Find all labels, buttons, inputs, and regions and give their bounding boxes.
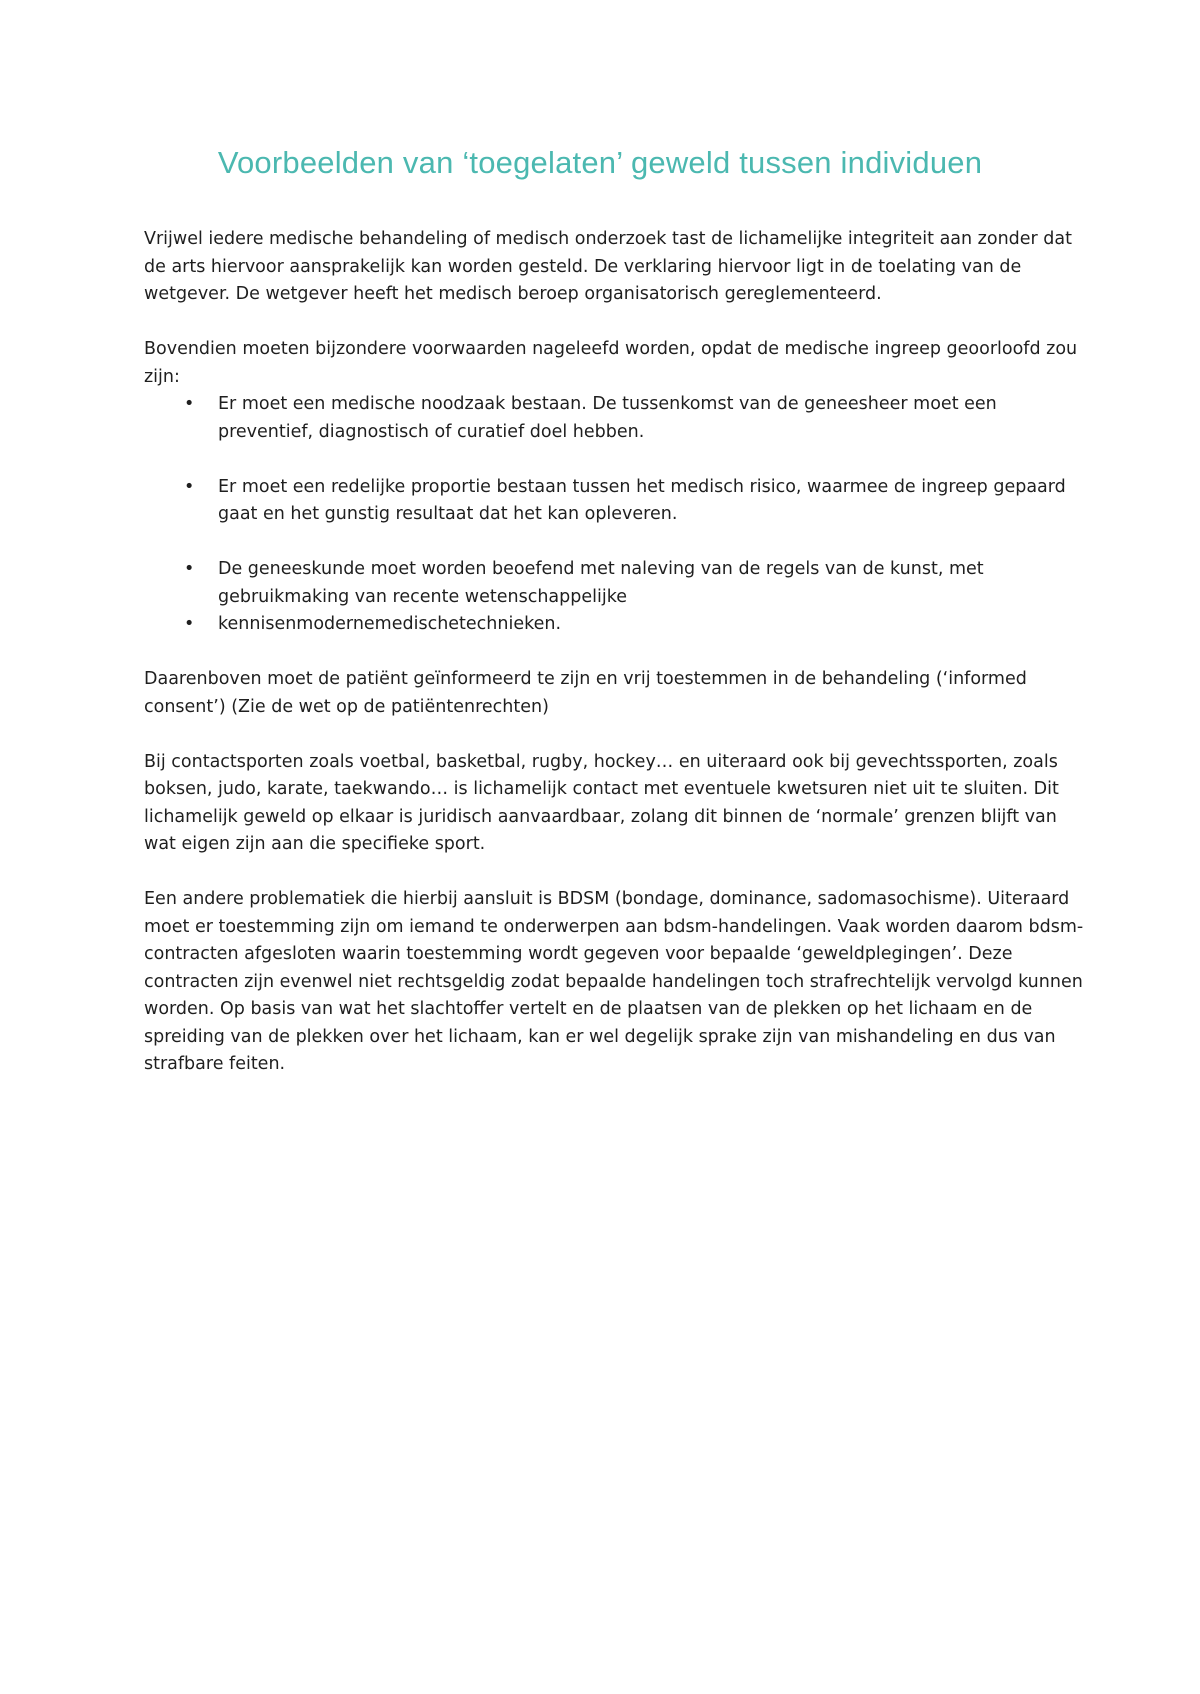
document-title: Voorbeelden van ‘toegelaten’ geweld tussen individuen [217, 145, 983, 180]
list-item [144, 556, 1084, 611]
bullet-icon: • [184, 394, 195, 414]
list-item-text: De geneeskunde moet worden beoefend met naleving van de regels van de kunst, met gebruikmaking van recente wetenschappelijke [218, 559, 984, 607]
paragraph-contact-sports: Bij contactsporten zoals voetbal, basketbal, rugby, hockey… en uiteraard ook bij gevechtssporten, zoals boksen, judo, karate, taekwando… is lichamelijk contact met eventuele kwetsuren niet uit te sluiten. Dit lichamelijk geweld op elkaar is juridisch aanvaardbaar, zolang dit binnen de ‘normale’ grenzen blijft van wat eigen zijn aan die specifieke sport. [144, 751, 1059, 854]
list-item [144, 474, 1084, 529]
list-item [144, 391, 1084, 446]
bullet-icon: • [184, 476, 195, 497]
document-body [144, 226, 1084, 1106]
bullet-icon: • [184, 614, 195, 634]
paragraph-medical-treatment: Vrijwel iedere medische behandeling of medisch onderzoek tast de lichamelijke integriteit aan zonder dat de arts hiervoor aansprakelijk kan worden gesteld. De verklaring hiervoor ligt in de toelating van de wetgever. De wetgever heeft het medisch beroep organisatorisch gereglementeerd. [144, 229, 1072, 304]
paragraph-bdsm: Een andere problematiek die hierbij aansluit is BDSM (bondage, dominance, sadomasochisme). Uiteraard moet er toestemming zijn om iemand te onderwerpen aan bdsm-handelingen. Vaak worden daarom bdsm-contracten afgesloten waarin toestemming wordt gegeven voor bepaalde ‘geweldplegingen’. Deze contracten zijn evenwel niet rechtsgeldig zodat bepaalde handelingen toch strafrechtelijk vervolgd kunnen worden. Op basis van wat het slachtoffer vertelt en de plaatsen van de plekken op het lichaam en de spreiding van de plekken over het lichaam, kan er wel degelijk sprake zijn van mishandeling en dus van strafbare feiten. [144, 889, 1084, 1074]
list-item-text: Er moet een redelijke proportie bestaan tussen het medisch risico, waarmee de ingreep gepaard gaat en het gunstig resultaat dat het kan opleveren. [218, 476, 1066, 524]
bullet-icon: • [184, 559, 195, 579]
list-item-text: kennisenmodernemedischetechnieken. [218, 614, 562, 634]
paragraph-conditions-intro: Bovendien moeten bijzondere voorwaarden nageleefd worden, opdat de medische ingreep geoorloofd zou zijn: [144, 339, 1078, 387]
list-item [144, 611, 1084, 639]
paragraph-informed-consent: Daarenboven moet de patiënt geïnformeerd te zijn en vrij toestemmen in de behandeling (‘informed consent’) (Zie de wet op de patiëntenrechten) [144, 669, 1027, 717]
list-item-text: Er moet een medische noodzaak bestaan. De tussenkomst van de geneesheer moet een preventief, diagnostisch of curatief doel hebben. [218, 394, 997, 442]
conditions-list [144, 391, 1084, 639]
